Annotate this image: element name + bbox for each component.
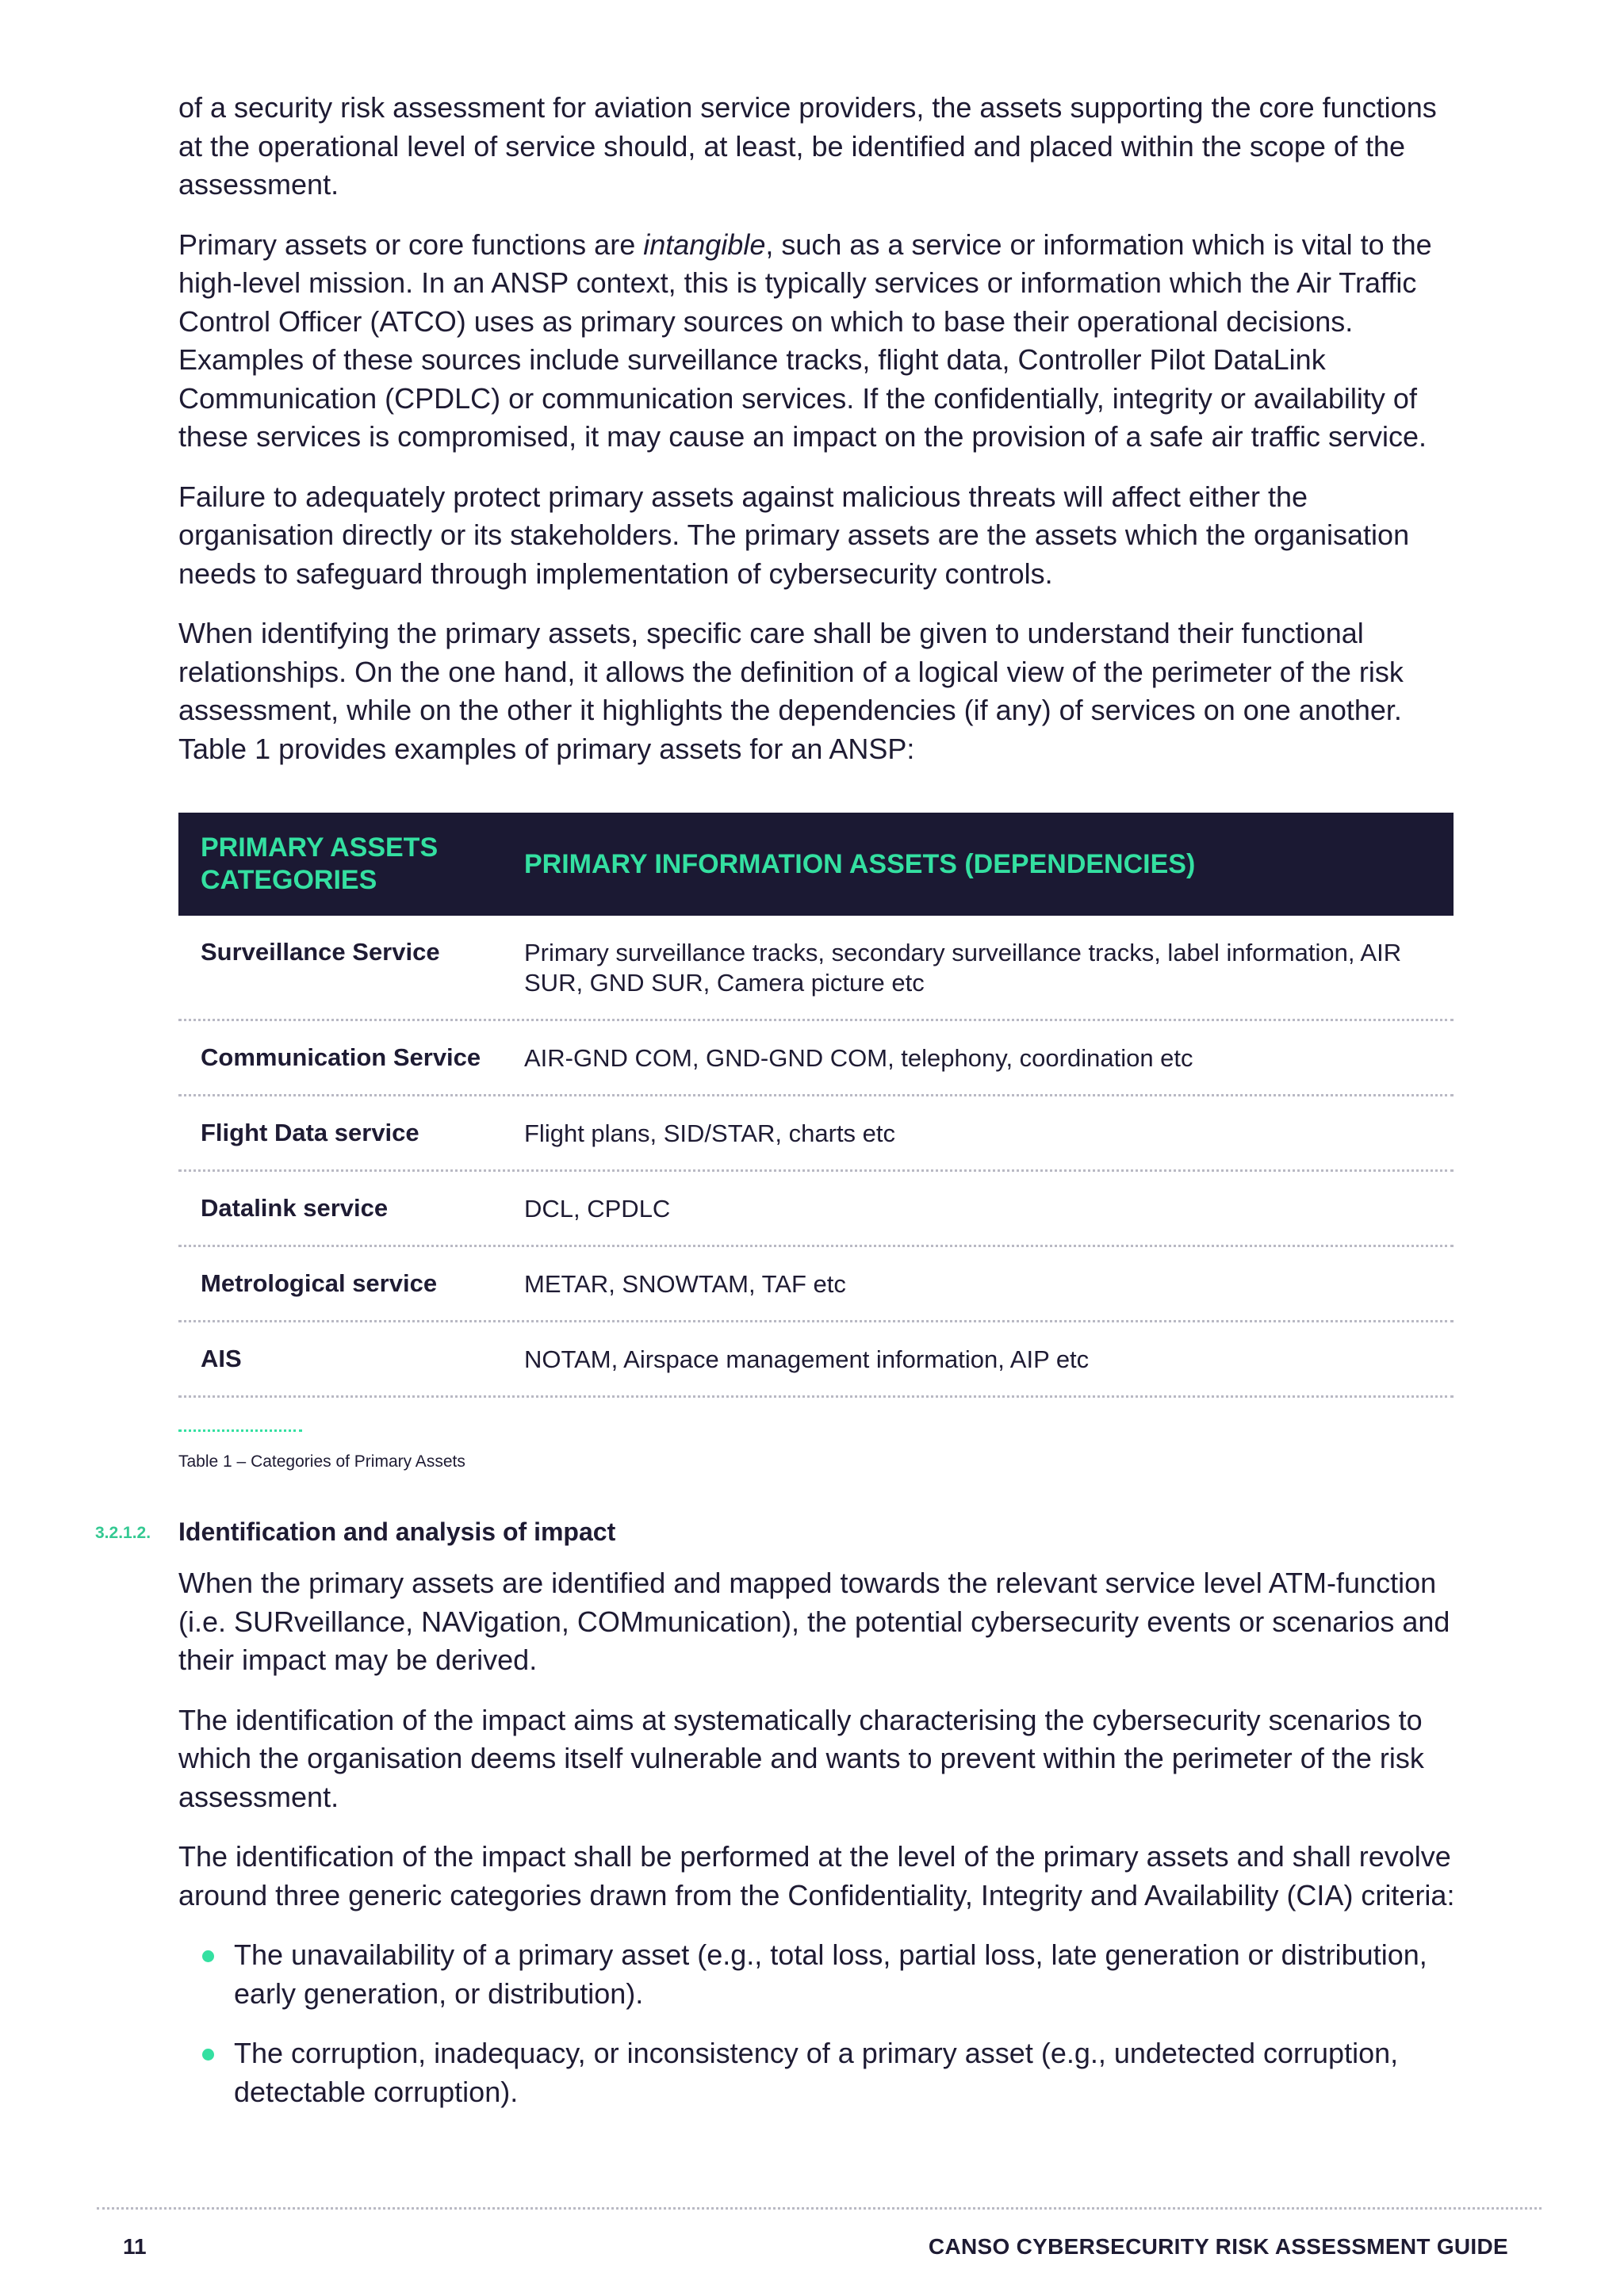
page-content (95, 89, 1463, 2133)
row-assets: Flight plans, SID/STAR, charts etc (524, 1119, 896, 1147)
row-category: AIS (201, 1345, 242, 1372)
list-item-text: The unavailability of a primary asset (e.g., total loss, partial loss, late generation or distribution, early generation, or distribution). (234, 1938, 1427, 2010)
row-assets: DCL, CPDLC (524, 1195, 671, 1223)
footer-divider (97, 2207, 1542, 2210)
caption-divider (178, 1429, 302, 1432)
row-assets: METAR, SNOWTAM, TAF etc (524, 1270, 846, 1298)
section-paragraph: The identification of the impact aims at systematically characterising the cybersecurity scenarios to which the organisation deems itself vulnerable and wants to prevent within the perimeter of the risk assessment. (178, 1703, 1424, 1813)
bullet-dot-icon (202, 2049, 214, 2061)
row-assets: Primary surveillance tracks, secondary surveillance tracks, label information, AIR SUR, GND SUR, Camera picture etc (524, 939, 1402, 997)
bullet-dot-icon (202, 1950, 214, 1962)
row-assets: AIR-GND COM, GND-GND COM, telephony, coordination etc (524, 1044, 1193, 1072)
row-category: Datalink service (201, 1194, 389, 1222)
row-category: Surveillance Service (201, 938, 440, 966)
row-category: Metrological service (201, 1269, 438, 1297)
section-number: 3.2.1.2. (95, 1524, 151, 1542)
list-item (178, 2034, 1463, 2111)
paragraph-identifying: When identifying the primary assets, specific care shall be given to understand their functional relationships. On the one hand, it allows the definition of a logical view of the perimeter of the risk assessment, while on the other it highlights the dependencies (if any) of services on one another. Table 1 provides examples of primary assets for an ANSP: (178, 617, 1404, 765)
footer-title: CANSO CYBERSECURITY RISK ASSESSMENT GUIDE (928, 2234, 1508, 2259)
page-number: 11 (123, 2234, 147, 2259)
row-category: Communication Service (201, 1043, 481, 1071)
section-paragraph: When the primary assets are identified and mapped towards the relevant service level ATM-function (i.e. SURveillance, NAVigation, COMmunication), the potential cybersecurity events or scenarios and their impact may be derived. (178, 1567, 1450, 1676)
table-row (178, 1096, 1454, 1172)
emphasis-intangible: intangible (643, 228, 766, 261)
table-row (178, 1172, 1454, 1247)
table-row (178, 1021, 1454, 1096)
section-paragraph: The identification of the impact shall be performed at the level of the primary assets and shall revolve around three generic categories drawn from the Confidentiality, Integrity and Availability (CIA) criteria: (178, 1840, 1455, 1911)
cia-bullet-list (178, 1936, 1463, 2111)
paragraph-scope: of a security risk assessment for aviation service providers, the assets supporting the core functions at the operational level of service should, at least, be identified and placed within the scope of the assessment. (178, 91, 1437, 201)
paragraph-primary-assets (178, 226, 1463, 457)
row-category: Flight Data service (201, 1119, 419, 1146)
table-header (178, 813, 1454, 916)
section-impact (95, 1517, 1463, 2111)
list-item-text: The corruption, inadequacy, or inconsistency of a primary asset (e.g., undetected corruption, detectable corruption). (234, 2037, 1399, 2108)
paragraph-failure: Failure to adequately protect primary assets against malicious threats will affect either the organisation directly or its stakeholders. The primary assets are the assets which the organisation needs to safeguard through implementation of cybersecurity controls. (178, 480, 1410, 590)
text-after-emphasis: , such as a service or information which is vital to the high-level mission. In an ANSP context, this is typically services or information which the Air Traffic Control Officer (ATCO) uses as primary sources on which to base their operational decisions. Examples of these sources include surveillance tracks, flight data, Controller Pilot DataLink Communication (CPDLC) or communication services. If the confidentially, integrity or availability of these services is compromised, it may cause an impact on the provision of a safe air traffic service. (178, 228, 1432, 453)
text-before-emphasis: Primary assets or core functions are (178, 228, 644, 261)
table-row (178, 1247, 1454, 1322)
section-title: Identification and analysis of impact (178, 1517, 616, 1546)
header-categories: PRIMARY ASSETS CATEGORIES (201, 832, 439, 895)
list-item (178, 1936, 1463, 2013)
table-caption: Table 1 – Categories of Primary Assets (178, 1452, 465, 1471)
primary-assets-table (178, 813, 1454, 1398)
header-information-assets: PRIMARY INFORMATION ASSETS (DEPENDENCIES) (524, 848, 1196, 879)
table-row (178, 916, 1454, 1021)
table-row (178, 1322, 1454, 1398)
row-assets: NOTAM, Airspace management information, AIP etc (524, 1345, 1090, 1373)
